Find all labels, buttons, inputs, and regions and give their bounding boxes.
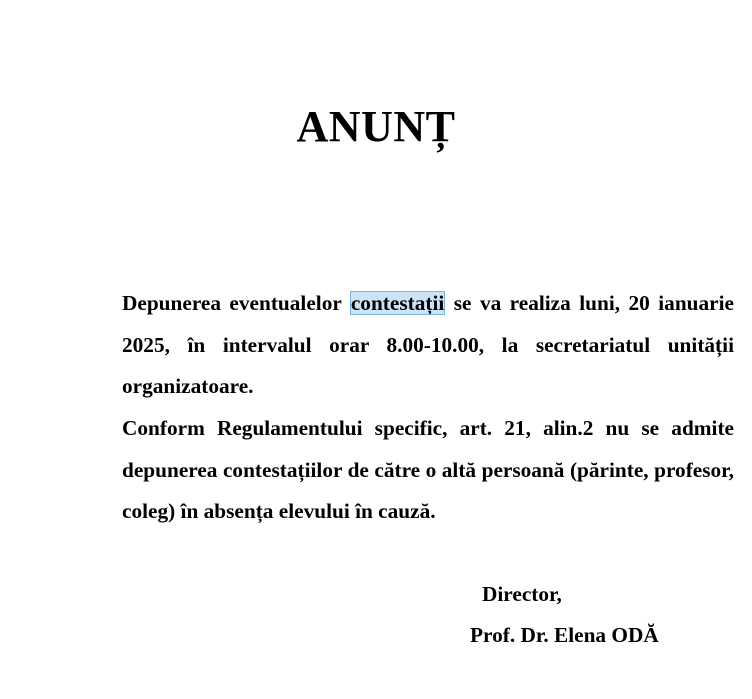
announcement-title: ANUNȚ xyxy=(296,102,456,151)
signature-role: Director, xyxy=(482,582,562,606)
paragraph-submission-rest: se va realiza luni, 20 ianuarie 2025, în intervalul orar 8.00-10.00, la secretariatul unității organizatoare. xyxy=(122,291,734,398)
selected-word[interactable]: contestații xyxy=(350,291,445,315)
signature-name: Prof. Dr. Elena ODĂ xyxy=(470,623,659,647)
paragraph-regulation: Conform Regulamentului specific, art. 21, alin.2 nu se admite depunerea contestațiilor de către o altă persoană (părinte, profesor, coleg) în absența elevului în cauză. xyxy=(122,416,734,523)
paragraph-submission xyxy=(74,283,734,408)
paragraph-submission-lead: Depunerea eventualelor xyxy=(122,291,350,315)
